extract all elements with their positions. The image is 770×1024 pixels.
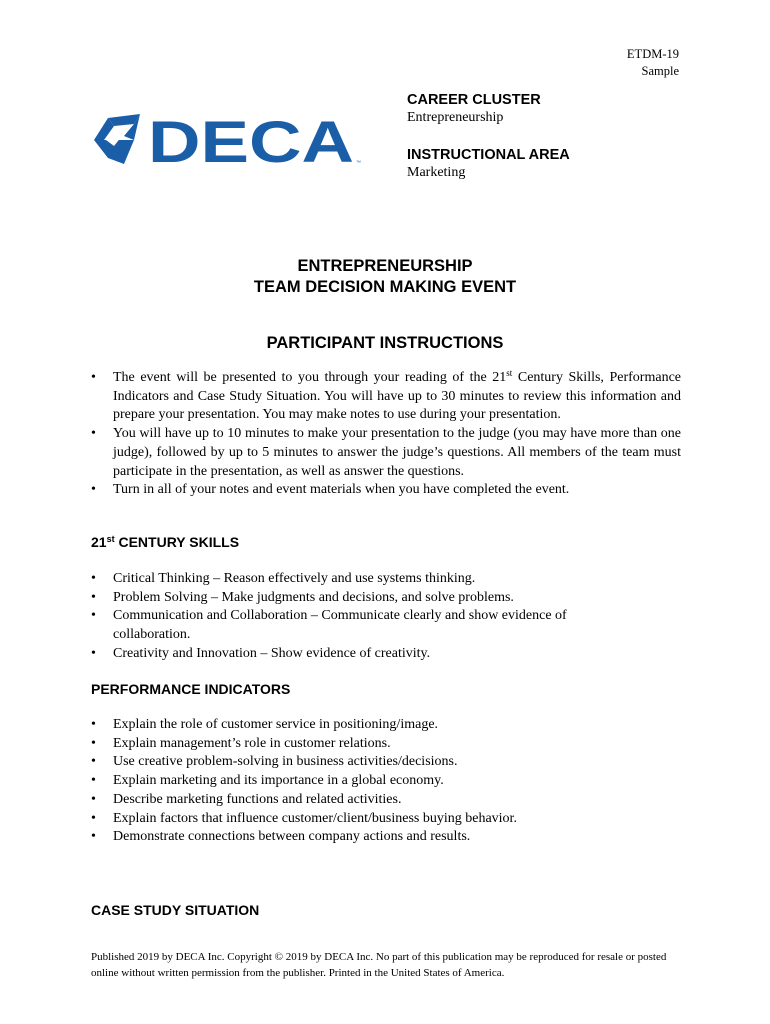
event-code: ETDM-19 [626,47,679,61]
bullet-icon: • [91,589,96,605]
bullet-icon: • [91,810,96,826]
skills-list [91,570,611,664]
list-item: • Use creative problem-solving in business activities/decisions. [91,753,681,772]
instructional-area-label: INSTRUCTIONAL AREA [407,147,570,163]
list-item: • The event will be presented to you through your reading of the 21st Century Skills, Performance Indicators and Case Study Situation. You will have up to 30 minutes to review this information and prepare your presentation. You may make notes to use during your presentation. [91,368,681,423]
indicators-list [91,716,681,847]
deca-logo [94,112,364,168]
bullet-icon: • [91,791,96,807]
list-item: • You will have up to 10 minutes to make your presentation to the judge (you may have more than one judge), followed by up to 5 minutes to answer the judge’s questions. All members of the team must participate in the presentation, as well as answer the questions. [91,426,681,479]
instructions-list [91,369,681,500]
participant-instructions-heading: PARTICIPANT INSTRUCTIONS [266,334,504,352]
event-meta [407,91,687,182]
list-item: • Communication and Collaboration – Communicate clearly and show evidence of collaboration. [91,608,567,643]
bullet-icon: • [91,608,96,624]
list-item: • Creativity and Innovation – Show evidence of creativity. [91,645,611,664]
copyright-footer: Published 2019 by DECA Inc. Copyright © 2019 by DECA Inc. No part of this publication may be reproduced for resale or posted online without written permission from the publisher. Printed in the United States of America. [91,951,667,979]
list-item: • Describe marketing functions and related activities. [91,791,681,810]
list-item: • Problem Solving – Make judgments and decisions, and solve problems. [91,589,611,608]
bullet-icon: • [91,571,96,586]
list-item: • Explain factors that influence customer/client/business buying behavior. [91,810,681,829]
list-item: • Turn in all of your notes and event materials when you have completed the event. [91,481,681,500]
bullet-icon: • [91,773,96,789]
event-title [0,256,770,298]
bullet-icon: • [91,717,96,732]
case-study-heading: CASE STUDY SITUATION [91,902,260,918]
event-title-line1: ENTREPRENEURSHIP [297,257,473,275]
bullet-icon: • [91,645,96,661]
svg-text:™: ™ [356,160,361,166]
list-item: • Explain the role of customer service in positioning/image. [91,716,681,735]
career-cluster-label: CAREER CLUSTER [407,92,541,108]
document-code-block [627,46,679,80]
list-item: • Explain marketing and its importance in a global economy. [91,772,681,791]
bullet-icon: • [91,829,96,845]
career-cluster-value: Entrepreneurship [407,110,504,125]
skills-heading: 21st CENTURY SKILLS [91,534,240,550]
event-title-line2: TEAM DECISION MAKING EVENT [253,278,517,296]
bullet-icon: • [91,735,96,751]
bullet-icon: • [91,482,96,498]
bullet-icon: • [91,370,96,385]
bullet-icon: • [91,754,96,770]
list-item: • Demonstrate connections between company actions and results. [91,828,681,847]
bullet-icon: • [91,426,96,442]
sample-label: Sample [641,64,679,78]
logo-wordmark: DECA [148,112,354,168]
instructional-area-value: Marketing [407,165,466,180]
performance-indicators-heading: PERFORMANCE INDICATORS [91,681,291,697]
list-item: • Critical Thinking – Reason effectively and use systems thinking. [91,570,611,589]
list-item: • Explain management’s role in customer relations. [91,735,681,754]
